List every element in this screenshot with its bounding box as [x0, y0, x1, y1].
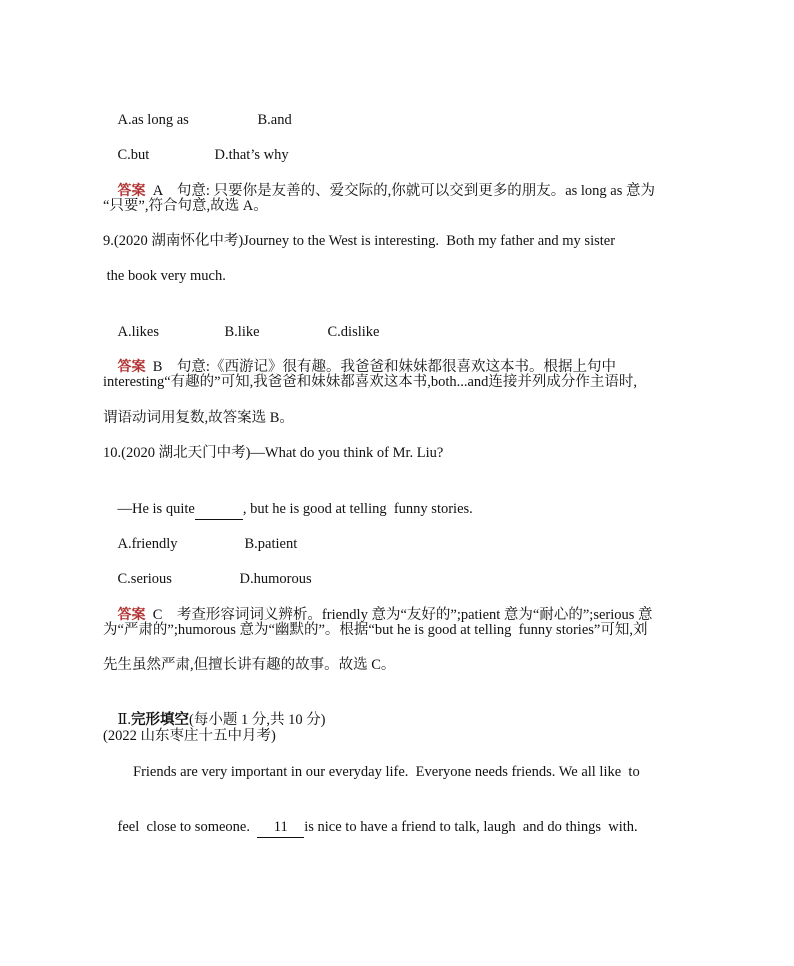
section-score: (每小题 1 分,共 10 分): [188, 712, 326, 728]
passage-line-1: Friends are very important in our everyday life. Everyone needs friends. We all like to: [133, 764, 640, 780]
passage-text-before: feel close to someone.: [117, 819, 258, 835]
passage-text-after: is nice to have a friend to talk, laugh and do things with.: [304, 819, 638, 835]
answer-letter: C: [152, 607, 163, 623]
q9-explanation-line-3: 谓语动词用复数,故答案选 B。: [103, 410, 294, 426]
q8-option-b: B.and: [257, 112, 292, 128]
answer-letter: A: [152, 183, 163, 199]
q10-option-c: C.serious: [117, 571, 172, 587]
q9-option-b: B.like: [224, 324, 260, 340]
answer-label: 答案: [117, 607, 146, 623]
q10-stem-text-after: , but he is good at telling funny stories.: [242, 501, 473, 517]
section-title: 完形填空: [130, 712, 189, 728]
q8-option-d: D.that’s why: [214, 147, 289, 163]
q10-explanation-line-2: 为“严肃的”;humorous 意为“幽默的”。根据“but he is good at telling funny stories”可知,刘: [103, 622, 648, 638]
section-numeral: Ⅱ.: [117, 712, 131, 728]
q10-option-a: A.friendly: [117, 536, 178, 552]
q8-option-c: C.but: [117, 147, 150, 163]
q10-stem-text-before: —He is quite: [117, 501, 195, 517]
q10-explanation-line-3: 先生虽然严肃,但擅长讲有趣的故事。故选 C。: [103, 657, 396, 673]
explanation-text: 句意:《西游记》很有趣。我爸爸和妹妹都很喜欢这本书。根据上句中: [176, 359, 616, 375]
q8-option-a: A.as long as: [117, 112, 189, 128]
q10-stem-line-1: 10.(2020 湖北天门中考)—What do you think of Mr. Liu?: [103, 445, 444, 461]
q10-option-d: D.humorous: [239, 571, 312, 587]
blank-11: 11: [257, 817, 304, 838]
q9-explanation-line-2: interesting“有趣的”可知,我爸爸和妹妹都喜欢这本书,both...and连接并列成分作主语时,: [103, 374, 638, 390]
answer-label: 答案: [117, 183, 146, 199]
answer-letter: B: [152, 359, 163, 375]
passage-line-2: [103, 797, 638, 858]
explanation-text: 句意: 只要你是友善的、爱交际的,你就可以交到更多的朋友。as long as 意为: [176, 183, 656, 199]
q9-option-c: C.dislike: [327, 324, 380, 340]
q9-stem-line-1: 9.(2020 湖南怀化中考)Journey to the West is interesting. Both my father and my sister: [103, 233, 616, 249]
explanation-text: 考查形容词词义辨析。friendly 意为“友好的”;patient 意为“耐心的”;serious 意: [176, 607, 653, 623]
q10-option-b: B.patient: [244, 536, 298, 552]
q8-explanation-line-2: “只要”,符合句意,故选 A。: [103, 198, 268, 214]
section-source: (2022 山东枣庄十五中月考): [103, 728, 276, 744]
answer-label: 答案: [117, 359, 146, 375]
q9-stem-line-2: the book very much.: [103, 268, 226, 284]
q9-option-a: A.likes: [117, 324, 159, 340]
